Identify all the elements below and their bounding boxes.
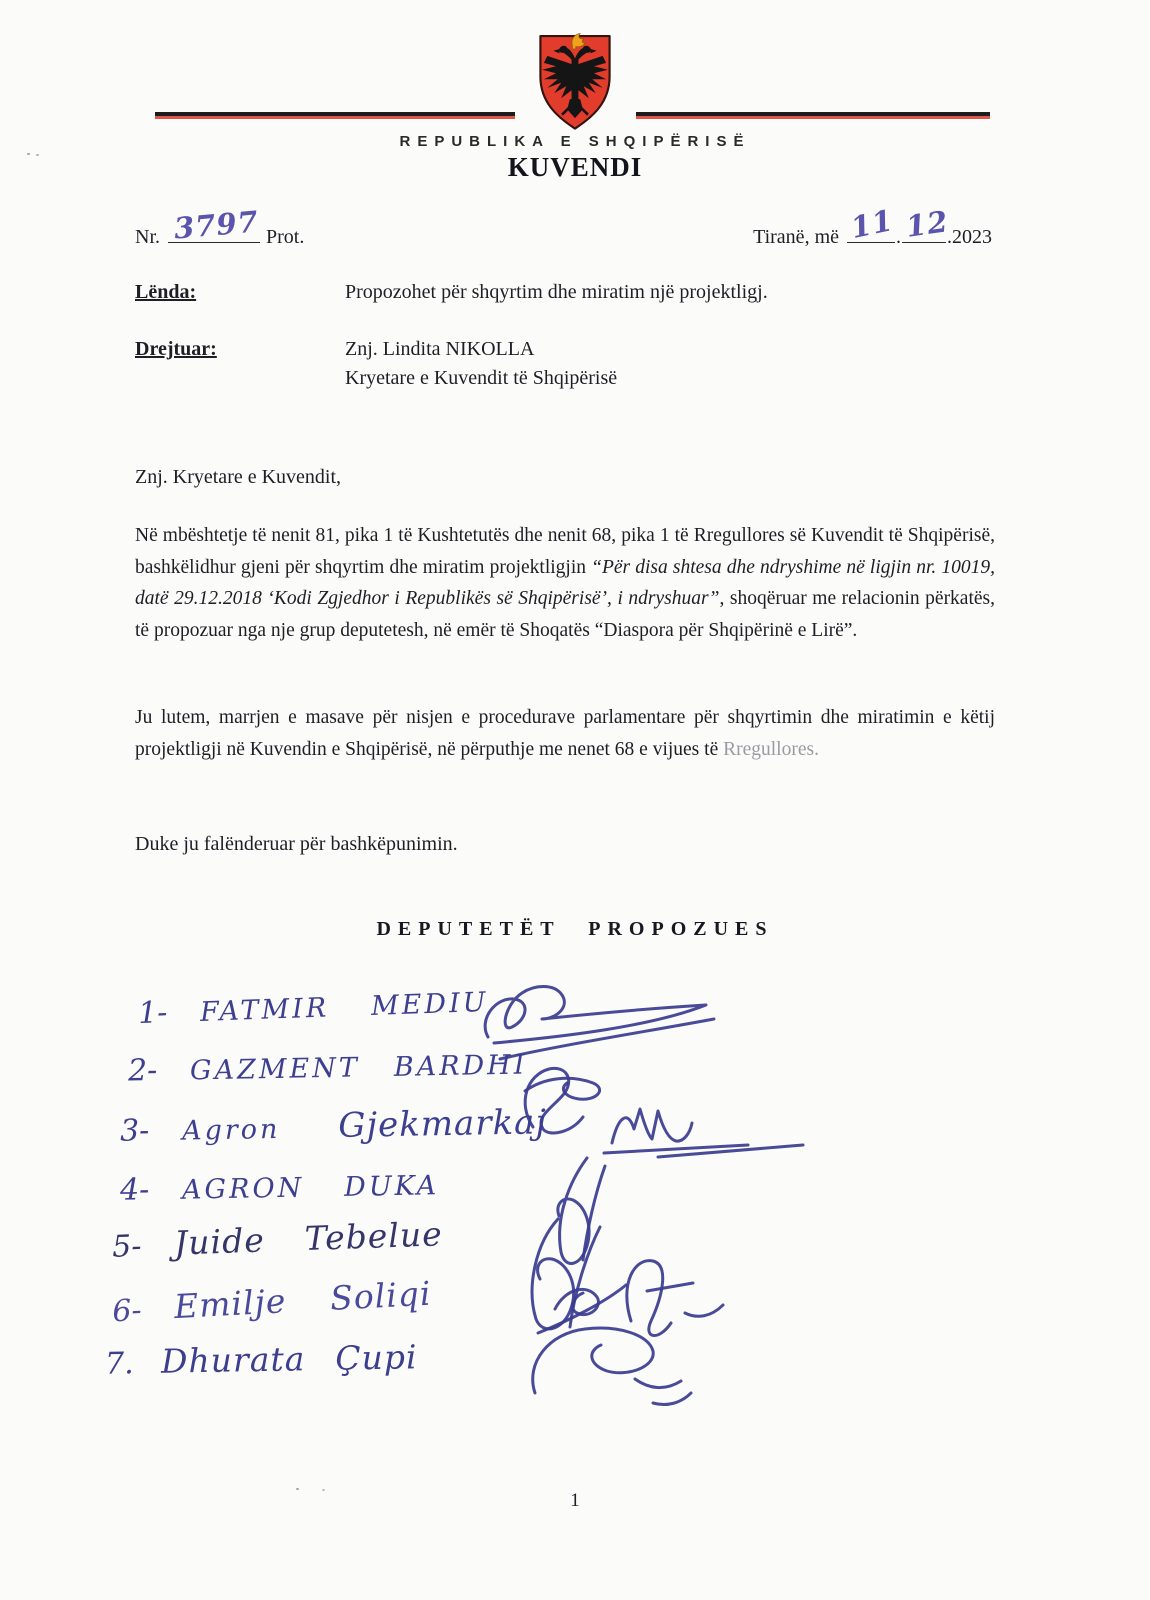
addressee-label: Drejtuar: [135, 338, 217, 360]
date-year: .2023 [947, 226, 992, 248]
date-day-blank [847, 202, 897, 246]
paragraph1-law-title-italic: “Për disa shtesa dhe ndryshime në ligjin nr. 10019, datë 29.12.2018 ‘Kodi Zgjedhor i Republikës së Shqipërisë’, i ndryshuar” [135, 556, 996, 609]
signature-scrawl-cupi [515, 1315, 705, 1425]
subject-label: Lënda: [135, 281, 197, 303]
date-day-handwritten: 11 [847, 202, 897, 246]
signatory-last-name: DUKA [343, 1170, 440, 1203]
signatory-first-name: FATMIR [199, 992, 330, 1028]
salutation: Znj. Kryetare e Kuvendit, [135, 466, 342, 488]
signatory-number: 3- [119, 1113, 150, 1149]
signatory-first-name: AGRON [181, 1172, 305, 1206]
signatory-number: 7. [104, 1346, 134, 1382]
paragraph1-text: Në mbështetje të nenit 81, pika 1 të Kushtetutës dhe nenit 68, pika 1 të Rregullores së Kuvendit të Shqipërisë, bashkëlidhur gjeni për shqyrtim dhe miratim projektligjin [135, 525, 995, 578]
signatory-first-name: Emilje [173, 1281, 288, 1327]
scan-artifact [27, 153, 30, 155]
signatory-first-name: Agron [181, 1113, 281, 1147]
addressee-title: Kryetare e Kuvendit të Shqipërisë [345, 367, 618, 389]
header-rule-left [155, 112, 515, 120]
date-month-handwritten: 12 [903, 204, 951, 244]
protocol-number-blank [168, 204, 261, 246]
header-rule-right [636, 112, 990, 120]
signatory-last-name: Çupi [335, 1337, 418, 1378]
signatory-row-7 [105, 1337, 418, 1381]
signatory-last-name: Tebelue [304, 1214, 444, 1259]
signatory-number: 6- [111, 1292, 143, 1330]
signatory-first-name: Dhurata [160, 1339, 306, 1381]
signatory-row-5 [111, 1214, 443, 1265]
closing-line: Duke ju falënderuar për bashkëpunimin. [135, 833, 458, 855]
dateline-prefix: Tiranë, më [753, 226, 839, 248]
institution-title: KUVENDI [507, 152, 643, 182]
coat-of-arms-icon [531, 30, 619, 132]
signatory-number: 1- [137, 995, 168, 1032]
signatory-number: 4- [119, 1172, 150, 1208]
paragraph-request [135, 702, 995, 765]
paragraph2-text: Ju lutem, marrjen e masave për nisjen e procedurave parlamentare për shqyrtimin dhe miratimin e këtij projektligji në Kuvendin e Shqipërisë, në përputhje me nenet 68 e vijues të [135, 707, 995, 760]
signatory-first-name: GAZMENT [189, 1052, 361, 1087]
republic-title: REPUBLIKA E SHQIPËRISË [399, 133, 751, 150]
signatory-first-name: Juide [173, 1220, 266, 1263]
protocol-suffix: Prot. [266, 226, 305, 248]
protocol-line [135, 204, 305, 249]
signatory-last-name: Soliqi [329, 1273, 433, 1318]
signatory-row-2 [128, 1047, 528, 1089]
paragraph1-text-after: , shoqëruar me relacionin përkatës, të propozuar nga nje grup deputetesh, në emër të Shoqatës “Diaspora për Shqipërinë e Lirë”. [135, 588, 995, 641]
page-number: 1 [570, 1490, 580, 1511]
scan-artifact [296, 1488, 299, 1490]
signatories-heading: DEPUTETËT PROPOZUES [376, 918, 774, 940]
date-separator: . [896, 226, 901, 248]
dateline [753, 202, 992, 249]
signatory-last-name: Gjekmarkaj [337, 1102, 548, 1146]
paragraph2-faded-word: Rregullores. [723, 738, 819, 760]
date-month-blank [902, 204, 951, 244]
paragraph-legal-basis [135, 520, 995, 646]
protocol-prefix: Nr. [135, 226, 160, 248]
signatory-row-1 [137, 984, 489, 1031]
signatory-last-name: BARDHI [393, 1049, 528, 1083]
signatory-row-4 [120, 1167, 440, 1208]
signatory-row-3 [120, 1102, 548, 1149]
subject-text: Propozohet për shqyrtim dhe miratim një projektligj. [345, 281, 768, 303]
signatory-number: 2- [127, 1052, 158, 1089]
protocol-number-handwritten: 3797 [172, 204, 261, 246]
addressee-name: Znj. Lindita NIKOLLA [345, 338, 535, 360]
signatory-row-6 [111, 1274, 432, 1330]
signatory-last-name: MEDIU [370, 986, 489, 1022]
signatory-number: 5- [111, 1228, 142, 1265]
